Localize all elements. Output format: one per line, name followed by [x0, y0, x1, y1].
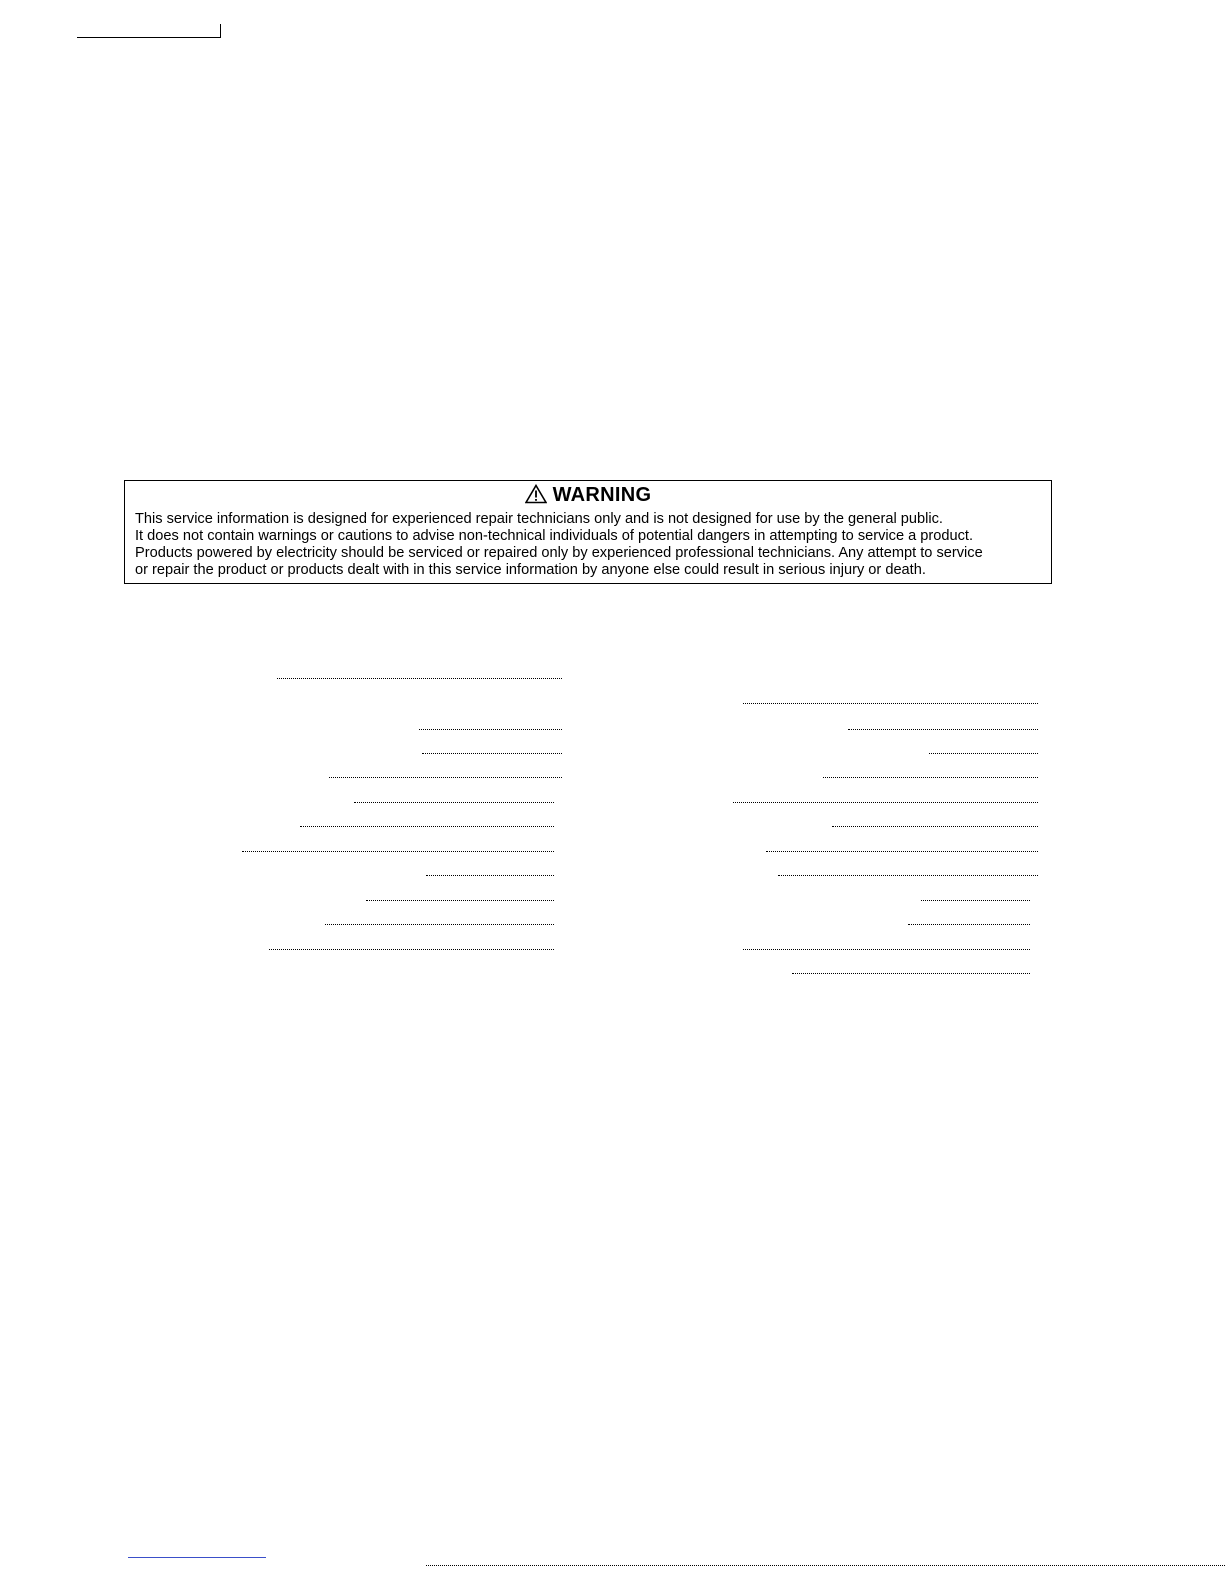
- toc-leader: [921, 900, 1030, 901]
- toc-leader: [823, 777, 1038, 778]
- toc-leader: [269, 949, 554, 950]
- toc-leader: [366, 900, 554, 901]
- toc-leader: [242, 851, 554, 852]
- warning-line-3: Products powered by electricity should be serviced or repaired only by experienced professional technicians. Any attempt to service: [135, 545, 983, 561]
- toc-leader: [766, 851, 1038, 852]
- footer-link-underline: [128, 1557, 266, 1558]
- toc-leader: [325, 924, 554, 925]
- warning-title: WARNING: [552, 484, 652, 506]
- toc-leader: [329, 777, 562, 778]
- toc-leader: [733, 802, 1038, 803]
- toc-leader: [419, 729, 562, 730]
- toc-leader: [929, 753, 1038, 754]
- toc-leader: [422, 753, 562, 754]
- toc-leader: [908, 924, 1030, 925]
- toc-leader: [277, 678, 562, 679]
- toc-leader: [832, 826, 1038, 827]
- toc-leader: [743, 703, 1038, 704]
- toc-leader: [792, 973, 1030, 974]
- toc-leader: [354, 802, 554, 803]
- toc-leader: [300, 826, 554, 827]
- toc-leader: [778, 875, 1038, 876]
- toc-leader: [426, 875, 554, 876]
- footer-divider: [426, 1565, 1225, 1566]
- warning-line-1: This service information is designed for experienced repair technicians only and is not designed for use by the general public.: [135, 511, 943, 527]
- toc-leader: [743, 949, 1030, 950]
- warning-line-4: or repair the product or products dealt with in this service information by anyone else could result in serious injury or death.: [135, 562, 926, 578]
- warning-line-2: It does not contain warnings or cautions to advise non-technical individuals of potential dangers in attempting to service a product.: [135, 528, 974, 544]
- toc-leader: [848, 729, 1038, 730]
